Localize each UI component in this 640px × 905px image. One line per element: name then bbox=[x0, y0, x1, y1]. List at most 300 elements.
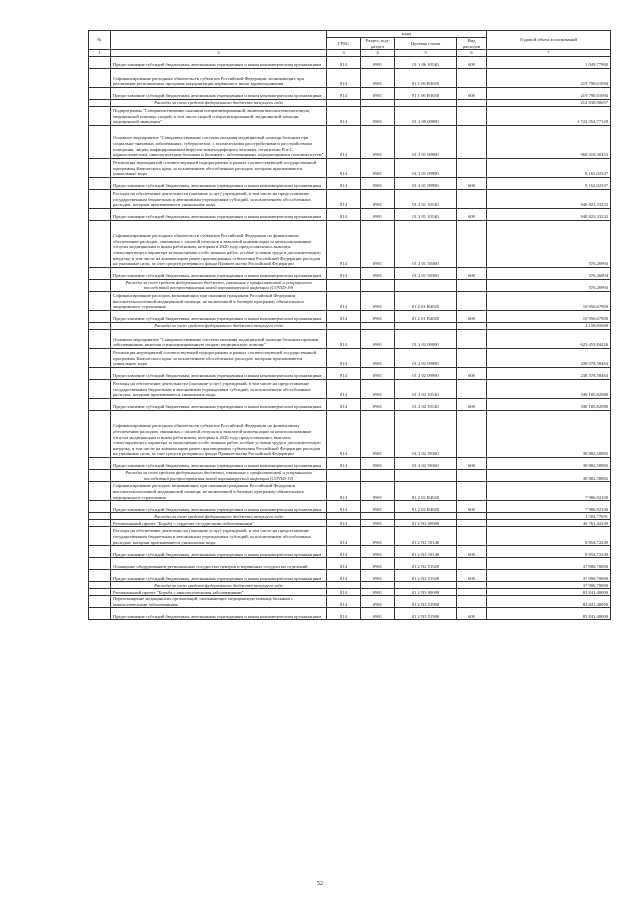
row-name-cell: Предоставление субсидий бюджетным, автономным учреждениям и иным некоммерческим организациям bbox=[111, 570, 327, 582]
expense-type-cell bbox=[457, 291, 487, 310]
amount-cell: 37 906,70000 bbox=[487, 558, 611, 570]
row-name-cell: Основное мероприятие "Совершенствование системы оказания медицинской помощи больным прочими заболеваниями, включая специализированную скорую медицинскую помощь" bbox=[111, 329, 327, 348]
header-no: № bbox=[89, 31, 111, 50]
grbs-cell: 814 bbox=[327, 177, 361, 189]
row-number-cell bbox=[89, 570, 111, 582]
expense-type-cell: 600 bbox=[457, 457, 487, 469]
table-row bbox=[89, 546, 611, 558]
amount-cell: 219 790,01094 bbox=[487, 87, 611, 99]
expense-type-cell bbox=[457, 410, 487, 457]
row-note-cell: Расходы за счет средств федерального бюджета текущего года bbox=[111, 322, 327, 329]
table-row bbox=[89, 482, 611, 501]
section-cell: 0901 bbox=[361, 520, 395, 527]
amount-cell: 1 049,77900 bbox=[487, 56, 611, 68]
section-cell: 0901 bbox=[361, 570, 395, 582]
expense-type-cell bbox=[457, 469, 487, 481]
row-note-cell: Расходы за счет средств федерального бюджета текущего года bbox=[111, 582, 327, 589]
row-name-cell: Предоставление субсидий бюджетным, автономным учреждениям и иным некоммерческим организациям bbox=[111, 310, 327, 322]
amount-cell: 7 986,92100 bbox=[487, 501, 611, 513]
row-number-cell bbox=[89, 329, 111, 348]
section-cell bbox=[361, 582, 395, 589]
target-cell: 01 2 02 09990 bbox=[395, 348, 457, 367]
section-cell: 0901 bbox=[361, 482, 395, 501]
page-number: 52 bbox=[317, 881, 323, 887]
section-cell: 0901 bbox=[361, 177, 395, 189]
section-cell: 0901 bbox=[361, 367, 395, 379]
row-note-cell: Расходы за счет средств федерального бюджета текущего года bbox=[111, 513, 327, 520]
row-name-cell: Реализация мероприятий соответствующей подпрограммы в рамках соответствующей государственной программы Камчатского края, за исключением обособленных расходов, которым присваиваются уникальные коды bbox=[111, 158, 327, 177]
grbs-cell: 814 bbox=[327, 348, 361, 367]
expense-type-cell bbox=[457, 589, 487, 596]
header-expense-type: Вид расходов bbox=[457, 38, 487, 50]
target-cell: 01 2 00 00000 bbox=[395, 106, 457, 125]
amount-cell: 10 956,67900 bbox=[487, 291, 611, 310]
table-header bbox=[89, 31, 611, 57]
expense-type-cell bbox=[457, 220, 487, 267]
expense-type-cell: 600 bbox=[457, 208, 487, 220]
row-number-cell bbox=[89, 596, 111, 608]
row-note-cell: Расходы за счет средств федерального бюджета текущего года bbox=[111, 99, 327, 106]
section-cell: 0901 bbox=[361, 87, 395, 99]
row-number-cell bbox=[89, 56, 111, 68]
grbs-cell: 814 bbox=[327, 208, 361, 220]
table-row bbox=[89, 501, 611, 513]
row-name-cell: Региональный проект "Борьба с сердечно-сосудистыми заболеваниями" bbox=[111, 520, 327, 527]
target-cell bbox=[395, 279, 457, 291]
row-name-cell: Предоставление субсидий бюджетным, автономным учреждениям и иным некоммерческим организациям bbox=[111, 398, 327, 410]
target-cell: 01 2 02 58360 bbox=[395, 410, 457, 457]
header-num-7: 7 bbox=[487, 50, 611, 57]
target-cell bbox=[395, 582, 457, 589]
row-name-cell: Предоставление субсидий бюджетным, автономным учреждениям и иным некоммерческим организациям bbox=[111, 546, 327, 558]
section-cell: 0901 bbox=[361, 558, 395, 570]
row-name-cell: Предоставление субсидий бюджетным, автономным учреждениям и иным некоммерческим организациям bbox=[111, 56, 327, 68]
row-note-cell: Расходы за счет средств федерального бюджета, связанные с профилактикой и устранением последствий распространения новой коронавирусной инфекции (COVID-19) bbox=[111, 279, 327, 291]
target-cell: 01 2 N3 51900 bbox=[395, 596, 457, 608]
amount-cell: 948 823,33232 bbox=[487, 208, 611, 220]
target-cell: 01 2 02 10140 bbox=[395, 398, 457, 410]
section-cell: 0901 bbox=[361, 546, 395, 558]
header-amount: Годовой объем ассигнований bbox=[487, 31, 611, 50]
section-cell: 0901 bbox=[361, 410, 395, 457]
row-name-cell: Предоставление субсидий бюджетным, автономным учреждениям и иным некоммерческим организациям bbox=[111, 501, 327, 513]
grbs-cell: 814 bbox=[327, 56, 361, 68]
section-cell bbox=[361, 513, 395, 520]
section-cell: 0901 bbox=[361, 329, 395, 348]
grbs-cell: 814 bbox=[327, 608, 361, 620]
target-cell: 01 2 N3 51900 bbox=[395, 608, 457, 620]
header-num-3: 3 bbox=[327, 50, 361, 57]
grbs-cell: 814 bbox=[327, 501, 361, 513]
section-cell: 0901 bbox=[361, 310, 395, 322]
amount-cell: 8 162,02337 bbox=[487, 158, 611, 177]
section-cell: 0901 bbox=[361, 527, 395, 546]
row-name-cell: Оснащение оборудованием региональных сосудистых центров и первичных сосудистых отделений bbox=[111, 558, 327, 570]
amount-cell: 8 854,72249 bbox=[487, 546, 611, 558]
target-cell: 01 2 N2 00000 bbox=[395, 520, 457, 527]
row-number-cell bbox=[89, 582, 111, 589]
row-name-cell: Переоснащение медицинских организаций, оказывающих медицинскую помощь больным с онкологическими заболеваниями bbox=[111, 596, 327, 608]
amount-cell: 338 185,82980 bbox=[487, 379, 611, 398]
row-number-cell bbox=[89, 291, 111, 310]
amount-cell: 38 882,50882 bbox=[487, 410, 611, 457]
row-name-cell: Софинансирование расходов, возникающих при оказании гражданам Российской Федерации высокотехнологичной медицинской помощи, не включенной в базовую программу обязательного медицинского страхования bbox=[111, 482, 327, 501]
amount-cell: 8 854,72249 bbox=[487, 527, 611, 546]
grbs-cell bbox=[327, 99, 361, 106]
grbs-cell bbox=[327, 469, 361, 481]
table-row bbox=[89, 608, 611, 620]
grbs-cell: 814 bbox=[327, 329, 361, 348]
amount-cell: 1 504,77691 bbox=[487, 513, 611, 520]
row-number-cell bbox=[89, 513, 111, 520]
header-section: Раздел, под-раздел bbox=[361, 38, 395, 50]
row-number-cell bbox=[89, 410, 111, 457]
row-name-cell: Расходы на обеспечение деятельности (оказание услуг) учреждений, в том числе на предоставление государственным бюджетным и автономным учреждениям субсидий, за исключением обособленных расходов, которым присваиваются уникальные коды bbox=[111, 189, 327, 208]
grbs-cell: 814 bbox=[327, 125, 361, 158]
section-cell: 0901 bbox=[361, 348, 395, 367]
row-name-cell: Подпрограмма "Совершенствование оказания специализированной, включая высокотехнологичную, медицинской помощи, скорой, в том числе скорой специализированной, медицинской помощи, медицинской эвакуации" bbox=[111, 106, 327, 125]
row-number-cell bbox=[89, 379, 111, 398]
table-note-row bbox=[89, 513, 611, 520]
row-number-cell bbox=[89, 68, 111, 87]
expense-type-cell bbox=[457, 596, 487, 608]
row-name-cell: Предоставление субсидий бюджетным, автономным учреждениям и иным некоммерческим организациям bbox=[111, 177, 327, 189]
amount-cell: 83 841,40000 bbox=[487, 596, 611, 608]
section-cell: 0901 bbox=[361, 158, 395, 177]
table-row bbox=[89, 158, 611, 177]
section-cell: 0901 bbox=[361, 189, 395, 208]
row-number-cell bbox=[89, 106, 111, 125]
table-row bbox=[89, 291, 611, 310]
expense-type-cell: 600 bbox=[457, 501, 487, 513]
section-cell: 0901 bbox=[361, 220, 395, 267]
table-row bbox=[89, 398, 611, 410]
grbs-cell bbox=[327, 513, 361, 520]
grbs-cell: 814 bbox=[327, 457, 361, 469]
grbs-cell: 814 bbox=[327, 558, 361, 570]
grbs-cell bbox=[327, 322, 361, 329]
amount-cell: 38 882,50882 bbox=[487, 457, 611, 469]
amount-cell: 1 722 354,77128 bbox=[487, 106, 611, 125]
table-row bbox=[89, 367, 611, 379]
table-note-row bbox=[89, 322, 611, 329]
target-cell: 01 2 N2 10140 bbox=[395, 527, 457, 546]
table-row bbox=[89, 527, 611, 546]
target-cell: 01 2 01 09990 bbox=[395, 177, 457, 189]
table-row bbox=[89, 570, 611, 582]
expense-type-cell bbox=[457, 582, 487, 589]
table-row bbox=[89, 596, 611, 608]
amount-cell: 238 378,58464 bbox=[487, 367, 611, 379]
grbs-cell: 814 bbox=[327, 291, 361, 310]
target-cell: 01 2 01 R4020 bbox=[395, 310, 457, 322]
row-number-cell bbox=[89, 398, 111, 410]
expense-type-cell bbox=[457, 322, 487, 329]
table-note-row bbox=[89, 469, 611, 481]
row-name-cell: Основное мероприятие "Совершенствование системы оказания медицинской помощи больным при социально-значимых заболеваниях, туберкулезом, с психическими расстройствами и расстройствами поведения, лицам, инфицированным вирусом иммунодефицита человека, гепатитами В и С, наркологическим, онкологическим больным и больным с заболеваниями, передающимися половым путем" bbox=[111, 125, 327, 158]
expense-type-cell: 600 bbox=[457, 267, 487, 279]
grbs-cell: 814 bbox=[327, 527, 361, 546]
section-cell: 0901 bbox=[361, 457, 395, 469]
target-cell: 01 2 02 10140 bbox=[395, 379, 457, 398]
table-body bbox=[89, 56, 611, 620]
amount-cell: 376,26994 bbox=[487, 220, 611, 267]
table-row bbox=[89, 68, 611, 87]
row-name-cell: Реализация мероприятий соответствующей подпрограммы в рамках соответствующей государственной программы Камчатского края, за исключением обособленных расходов, которым присваиваются уникальные коды bbox=[111, 348, 327, 367]
grbs-cell bbox=[327, 582, 361, 589]
header-name bbox=[111, 31, 327, 50]
row-name-cell: Софинансирование расходных обязательств субъектов Российской Федерации по финансовому обеспечению расходов, связанных с оплатой отпусков и выплатой компенсации за неиспользованные отпуска медицинским и иным работникам, которым в 2020 году предоставлялись выплаты стимулирующего характера за выполнение особо важных работ, особые условия труда и дополнительную нагрузку, в том числе на компенсацию ранее произведенных субъектами Российской Федерации расходов на указанные цели, за счет средств резервного фонда Правительства Российской Федерации bbox=[111, 220, 327, 267]
row-number-cell bbox=[89, 501, 111, 513]
table-note-row bbox=[89, 582, 611, 589]
header-num-1: 1 bbox=[89, 50, 111, 57]
row-number-cell bbox=[89, 177, 111, 189]
section-cell: 0901 bbox=[361, 68, 395, 87]
grbs-cell: 814 bbox=[327, 267, 361, 279]
row-number-cell bbox=[89, 457, 111, 469]
row-name-cell: Региональный проект "Борьба с онкологическими заболеваниями" bbox=[111, 589, 327, 596]
target-cell: 01 2 01 58360 bbox=[395, 267, 457, 279]
row-number-cell bbox=[89, 87, 111, 99]
table-row bbox=[89, 329, 611, 348]
row-number-cell bbox=[89, 99, 111, 106]
grbs-cell: 814 bbox=[327, 520, 361, 527]
grbs-cell: 814 bbox=[327, 68, 361, 87]
row-number-cell bbox=[89, 189, 111, 208]
row-number-cell bbox=[89, 220, 111, 267]
table-row bbox=[89, 348, 611, 367]
expense-type-cell: 600 bbox=[457, 56, 487, 68]
target-cell: 01 2 N2 51920 bbox=[395, 558, 457, 570]
grbs-cell: 814 bbox=[327, 220, 361, 267]
header-num-5: 5 bbox=[395, 50, 457, 57]
amount-cell: 219 790,01094 bbox=[487, 68, 611, 87]
target-cell bbox=[395, 469, 457, 481]
target-cell: 01 2 02 58360 bbox=[395, 457, 457, 469]
expense-type-cell bbox=[457, 125, 487, 158]
section-cell bbox=[361, 99, 395, 106]
header-num-4: 4 bbox=[361, 50, 395, 57]
row-number-cell bbox=[89, 310, 111, 322]
target-cell: 01 2 02 R4020 bbox=[395, 482, 457, 501]
section-cell: 0901 bbox=[361, 379, 395, 398]
expense-type-cell: 600 bbox=[457, 608, 487, 620]
grbs-cell: 814 bbox=[327, 310, 361, 322]
section-cell: 0901 bbox=[361, 125, 395, 158]
table-row bbox=[89, 106, 611, 125]
expense-type-cell bbox=[457, 379, 487, 398]
target-cell: 01 2 N2 51920 bbox=[395, 570, 457, 582]
grbs-cell: 814 bbox=[327, 546, 361, 558]
row-number-cell bbox=[89, 348, 111, 367]
table-row bbox=[89, 87, 611, 99]
row-number-cell bbox=[89, 589, 111, 596]
expense-type-cell: 600 bbox=[457, 87, 487, 99]
amount-cell: 37 906,70000 bbox=[487, 570, 611, 582]
row-number-cell bbox=[89, 208, 111, 220]
target-cell: 01 2 01 09990 bbox=[395, 158, 457, 177]
grbs-cell: 814 bbox=[327, 589, 361, 596]
table-row bbox=[89, 125, 611, 158]
expense-type-cell bbox=[457, 527, 487, 546]
expense-type-cell bbox=[457, 279, 487, 291]
expense-type-cell: 600 bbox=[457, 398, 487, 410]
target-cell: 01 2 N3 00000 bbox=[395, 589, 457, 596]
expense-type-cell bbox=[457, 106, 487, 125]
target-cell bbox=[395, 322, 457, 329]
target-cell bbox=[395, 99, 457, 106]
target-cell: 01 2 01 00000 bbox=[395, 125, 457, 158]
header-num-2: 2 bbox=[111, 50, 327, 57]
grbs-cell: 814 bbox=[327, 570, 361, 582]
table-row bbox=[89, 267, 611, 279]
row-number-cell bbox=[89, 482, 111, 501]
row-number-cell bbox=[89, 558, 111, 570]
amount-cell: 338 185,82980 bbox=[487, 398, 611, 410]
row-name-cell: Софинансирование расходных обязательств субъектов Российской Федерации, возникающих при реализации региональных программ модернизации первичного звена здравоохранения bbox=[111, 68, 327, 87]
header-grbs: ГРБС bbox=[327, 38, 361, 50]
grbs-cell: 814 bbox=[327, 87, 361, 99]
target-cell: 01 2 01 10140 bbox=[395, 208, 457, 220]
row-name-cell: Предоставление субсидий бюджетным, автономным учреждениям и иным некоммерческим организациям bbox=[111, 367, 327, 379]
row-number-cell bbox=[89, 527, 111, 546]
table-row bbox=[89, 589, 611, 596]
expense-type-cell: 600 bbox=[457, 546, 487, 558]
grbs-cell: 814 bbox=[327, 410, 361, 457]
section-cell: 0901 bbox=[361, 267, 395, 279]
grbs-cell: 814 bbox=[327, 189, 361, 208]
grbs-cell: 814 bbox=[327, 398, 361, 410]
row-name-cell: Предоставление субсидий бюджетным, автономным учреждениям и иным некоммерческим организациям bbox=[111, 457, 327, 469]
row-name-cell: Предоставление субсидий бюджетным, автономным учреждениям и иным некоммерческим организациям bbox=[111, 87, 327, 99]
expense-type-cell bbox=[457, 558, 487, 570]
section-cell bbox=[361, 322, 395, 329]
table-row bbox=[89, 410, 611, 457]
row-name-cell: Софинансирование расходных обязательств субъектов Российской Федерации по финансовому обеспечению расходов, связанных с оплатой отпусков и выплатой компенсации за неиспользованные отпуска медицинским и иным работникам, которым в 2020 году предоставлялись выплаты стимулирующего характера за выполнение особо важных работ, особые условия труда и дополнительную нагрузку, в том числе на компенсацию ранее произведенных субъектами Российской Федерации расходов на указанные цели, за счет средств резервного фонда Правительства Российской Федерации bbox=[111, 410, 327, 457]
amount-cell: 948 823,33232 bbox=[487, 189, 611, 208]
amount-cell: 10 956,67900 bbox=[487, 310, 611, 322]
amount-cell: 8 162,02337 bbox=[487, 177, 611, 189]
target-cell: 01 2 02 R4020 bbox=[395, 501, 457, 513]
amount-cell: 376,26994 bbox=[487, 267, 611, 279]
expense-type-cell bbox=[457, 520, 487, 527]
amount-cell: 623 453,84426 bbox=[487, 329, 611, 348]
row-number-cell bbox=[89, 367, 111, 379]
amount-cell: 376,26994 bbox=[487, 279, 611, 291]
table-note-row bbox=[89, 279, 611, 291]
section-cell bbox=[361, 469, 395, 481]
header-num-6: 6 bbox=[457, 50, 487, 57]
target-cell: 01 2 01 R4020 bbox=[395, 291, 457, 310]
target-cell: 01 1 06 R3650 bbox=[395, 87, 457, 99]
table-row bbox=[89, 220, 611, 267]
expense-type-cell bbox=[457, 482, 487, 501]
target-cell: 01 2 01 10140 bbox=[395, 189, 457, 208]
amount-cell: 83 841,40000 bbox=[487, 608, 611, 620]
grbs-cell: 814 bbox=[327, 596, 361, 608]
row-number-cell bbox=[89, 279, 111, 291]
table-row bbox=[89, 310, 611, 322]
section-cell: 0901 bbox=[361, 608, 395, 620]
budget-table bbox=[88, 30, 611, 620]
expense-type-cell bbox=[457, 99, 487, 106]
row-number-cell bbox=[89, 546, 111, 558]
target-cell: 01 2 N2 10140 bbox=[395, 546, 457, 558]
expense-type-cell bbox=[457, 68, 487, 87]
expense-type-cell: 600 bbox=[457, 367, 487, 379]
grbs-cell: 814 bbox=[327, 367, 361, 379]
target-cell: 01 1 06 10140 bbox=[395, 56, 457, 68]
row-number-cell bbox=[89, 469, 111, 481]
table-row bbox=[89, 189, 611, 208]
expense-type-cell bbox=[457, 158, 487, 177]
section-cell: 0901 bbox=[361, 596, 395, 608]
row-name-cell: Расходы на обеспечение деятельности (оказание услуг) учреждений, в том числе на предоставление государственным бюджетным и автономным учреждениям субсидий, за исключением обособленных расходов, которым присваиваются уникальные коды bbox=[111, 527, 327, 546]
amount-cell: 37 906,70000 bbox=[487, 582, 611, 589]
expense-type-cell bbox=[457, 348, 487, 367]
expense-type-cell: 600 bbox=[457, 177, 487, 189]
expense-type-cell: 600 bbox=[457, 570, 487, 582]
target-cell: 01 1 06 R3650 bbox=[395, 68, 457, 87]
row-name-cell: Предоставление субсидий бюджетным, автономным учреждениям и иным некоммерческим организациям bbox=[111, 267, 327, 279]
table-row bbox=[89, 457, 611, 469]
amount-cell: 2 158,65068 bbox=[487, 322, 611, 329]
table-row bbox=[89, 56, 611, 68]
row-number-cell bbox=[89, 267, 111, 279]
row-number-cell bbox=[89, 125, 111, 158]
budget-document bbox=[88, 30, 610, 620]
expense-type-cell bbox=[457, 513, 487, 520]
target-cell: 01 2 02 09990 bbox=[395, 367, 457, 379]
row-number-cell bbox=[89, 520, 111, 527]
row-name-cell: Предоставление субсидий бюджетным, автономным учреждениям и иным некоммерческим организациям bbox=[111, 608, 327, 620]
target-cell: 01 2 02 00000 bbox=[395, 329, 457, 348]
grbs-cell bbox=[327, 279, 361, 291]
section-cell: 0901 bbox=[361, 106, 395, 125]
section-cell: 0901 bbox=[361, 589, 395, 596]
row-number-cell bbox=[89, 158, 111, 177]
amount-cell: 83 841,40000 bbox=[487, 589, 611, 596]
amount-cell: 38 882,50882 bbox=[487, 469, 611, 481]
expense-type-cell bbox=[457, 329, 487, 348]
row-note-cell: Расходы за счет средств федерального бюджета, связанные с профилактикой и устранением последствий распространения новой коронавирусной инфекции (COVID-19) bbox=[111, 469, 327, 481]
section-cell: 0901 bbox=[361, 291, 395, 310]
table-row bbox=[89, 379, 611, 398]
table-row bbox=[89, 208, 611, 220]
section-cell: 0901 bbox=[361, 398, 395, 410]
grbs-cell: 814 bbox=[327, 158, 361, 177]
section-cell: 0901 bbox=[361, 56, 395, 68]
section-cell bbox=[361, 279, 395, 291]
amount-cell: 968 318,30453 bbox=[487, 125, 611, 158]
row-name-cell: Софинансирование расходов, возникающих при оказании гражданам Российской Федерации высокотехнологичной медицинской помощи, не включенной в базовую программу обязательного медицинского страхования bbox=[111, 291, 327, 310]
header-target: Целевая статья bbox=[395, 38, 457, 50]
table-row bbox=[89, 558, 611, 570]
expense-type-cell: 600 bbox=[457, 310, 487, 322]
target-cell bbox=[395, 513, 457, 520]
row-name-cell: Предоставление субсидий бюджетным, автономным учреждениям и иным некоммерческим организациям bbox=[111, 208, 327, 220]
amount-cell: 214 838,90657 bbox=[487, 99, 611, 106]
table-row bbox=[89, 520, 611, 527]
table-note-row bbox=[89, 99, 611, 106]
amount-cell: 46 761,42249 bbox=[487, 520, 611, 527]
header-codes: коды bbox=[327, 31, 487, 38]
expense-type-cell bbox=[457, 189, 487, 208]
amount-cell: 238 378,58464 bbox=[487, 348, 611, 367]
section-cell: 0901 bbox=[361, 208, 395, 220]
amount-cell: 7 986,92100 bbox=[487, 482, 611, 501]
target-cell: 01 2 01 58360 bbox=[395, 220, 457, 267]
